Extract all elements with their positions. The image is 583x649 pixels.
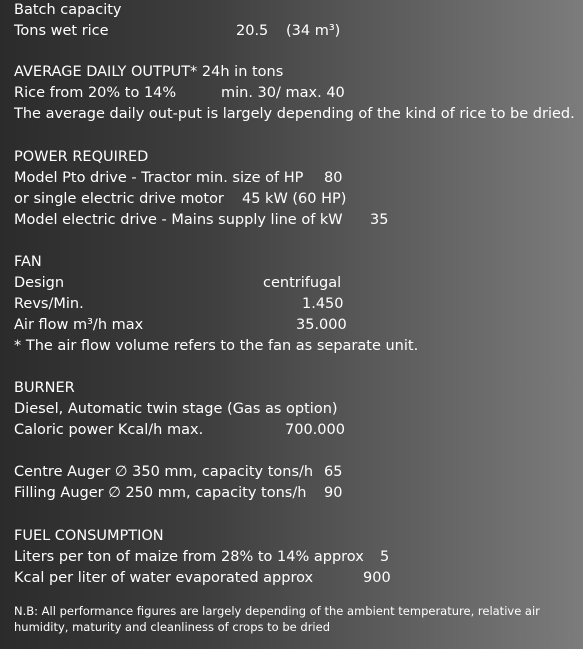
output-note: The average daily out-put is largely depending of the kind of rice to be dried. xyxy=(14,106,575,122)
burner-power-label: Caloric power Kcal/h max. xyxy=(14,422,204,438)
power-section xyxy=(14,147,577,231)
output-title: AVERAGE DAILY OUTPUT* 24h in tons xyxy=(14,64,284,80)
footnote: N.B: All performance figures are largely depending of the ambient temperature, relative air humidity, maturity and cleanliness of crops to be dried xyxy=(14,604,540,634)
fan-note: * The air flow volume refers to the fan as separate unit. xyxy=(14,338,419,354)
centre-auger-value: 65 xyxy=(324,464,343,480)
filling-auger-label: Filling Auger ∅ 250 mm, capacity tons/h xyxy=(14,485,307,501)
fuel-liters-value: 5 xyxy=(380,549,390,565)
fan-airflow-label: Air flow m³/h max xyxy=(14,317,144,333)
fuel-title: FUEL CONSUMPTION xyxy=(14,528,164,544)
fuel-kcal-label: Kcal per liter of water evaporated approx xyxy=(14,570,314,586)
fuel-kcal-value: 900 xyxy=(363,570,391,586)
burner-type: Diesel, Automatic twin stage (Gas as option) xyxy=(14,401,338,417)
power-motor-value: 45 kW (60 HP) xyxy=(242,191,347,207)
batch-title: Batch capacity xyxy=(14,2,122,18)
output-value: min. 30/ max. 40 xyxy=(221,85,345,101)
augers-section xyxy=(14,462,577,504)
power-electric-label: Model electric drive - Mains supply line of kW xyxy=(14,212,343,228)
fuel-section xyxy=(14,526,577,589)
burner-section xyxy=(14,378,577,441)
filling-auger-value: 90 xyxy=(324,485,343,501)
power-motor-label: or single electric drive motor xyxy=(14,191,224,207)
burner-title: BURNER xyxy=(14,380,75,396)
fuel-liters-label: Liters per ton of maize from 28% to 14% approx xyxy=(14,549,364,565)
power-pto-label: Model Pto drive - Tractor min. size of HP xyxy=(14,170,304,186)
batch-value: 20.5 xyxy=(236,23,269,39)
centre-auger-label: Centre Auger ∅ 350 mm, capacity tons/h xyxy=(14,464,314,480)
output-section xyxy=(14,62,577,125)
batch-label: Tons wet rice xyxy=(14,23,109,39)
fan-revs-value: 1.450 xyxy=(302,296,344,312)
fan-design-value: centrifugal xyxy=(263,275,342,291)
power-pto-value: 80 xyxy=(324,170,343,186)
fan-title: FAN xyxy=(14,254,42,270)
batch-section xyxy=(14,0,577,42)
batch-volume: (34 m³) xyxy=(286,23,341,39)
power-title: POWER REQUIRED xyxy=(14,149,149,165)
power-electric-value: 35 xyxy=(370,212,389,228)
output-label: Rice from 20% to 14% xyxy=(14,85,177,101)
fan-revs-label: Revs/Min. xyxy=(14,296,84,312)
fan-airflow-value: 35.000 xyxy=(296,317,347,333)
fan-design-label: Design xyxy=(14,275,65,291)
fan-section xyxy=(14,252,577,357)
burner-power-value: 700.000 xyxy=(285,422,345,438)
